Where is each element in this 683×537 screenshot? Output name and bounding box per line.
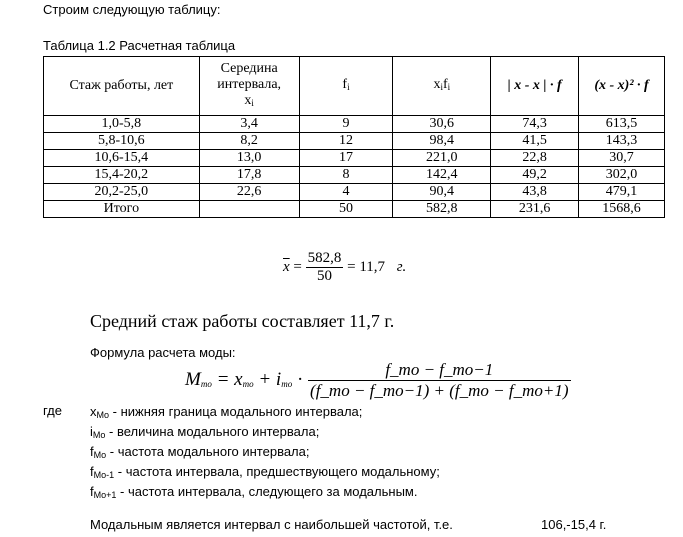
cell-total-frequency: 50 <box>299 201 393 218</box>
cell-frequency: 9 <box>299 116 393 133</box>
calculation-table <box>43 56 665 218</box>
cell-interval: 5,8-10,6 <box>44 133 200 150</box>
cell-sq-deviation: 613,5 <box>579 116 665 133</box>
mode-formula: $M_{mo} = x_{mo} + i_{mo}$ · $\frac{f\_mo - f\_mo-1}{(f\_mo - f\_mo-1) + (f\_mo - f\_mo+1)}$ <box>185 360 569 400</box>
list-item: $f_{Mo+1}$ - частота интервала, следующего за модальным. <box>90 484 418 500</box>
cell-midpoint: 8,2 <box>199 133 299 150</box>
table-row-total <box>44 201 665 218</box>
cell-xf: 98,4 <box>393 133 491 150</box>
mean-sentence: Средний стаж работы составляет 11,7 г. <box>90 311 395 331</box>
cell-total-xf: 582,8 <box>393 201 491 218</box>
table-row <box>44 133 665 150</box>
table-row <box>44 150 665 167</box>
cell-frequency: 12 <box>299 133 393 150</box>
table-row <box>44 116 665 133</box>
cell-total-empty <box>199 201 299 218</box>
list-item: $f_{Mo}$ - частота модального интервала; <box>90 444 310 460</box>
mode-formula-title: Формула расчета моды: <box>90 345 236 360</box>
cell-midpoint: 22,6 <box>199 184 299 201</box>
cell-sq-deviation: 302,0 <box>579 167 665 184</box>
list-item: $x_{Mo}$ - нижняя граница модального интервала; <box>90 404 363 420</box>
cell-total-abs-deviation: 231,6 <box>491 201 579 218</box>
header-abs-deviation: | x - x | · f <box>491 57 579 116</box>
cell-abs-deviation: 22,8 <box>491 150 579 167</box>
cell-midpoint: 17,8 <box>199 167 299 184</box>
header-xf: $x_if_i$ <box>393 57 491 116</box>
cell-xf: 142,4 <box>393 167 491 184</box>
header-sq-deviation: (x - x)² · f <box>579 57 665 116</box>
cell-total-label: Итого <box>44 201 200 218</box>
table-caption: Таблица 1.2 Расчетная таблица <box>43 38 236 53</box>
cell-interval: 15,4-20,2 <box>44 167 200 184</box>
table-row <box>44 167 665 184</box>
table-row <box>44 184 665 201</box>
header-midpoint: Середина интервала, $x_i$ <box>199 57 299 116</box>
modal-value: 106,-15,4 г. <box>541 517 607 532</box>
cell-abs-deviation: 74,3 <box>491 116 579 133</box>
cell-interval: 1,0-5,8 <box>44 116 200 133</box>
cell-xf: 221,0 <box>393 150 491 167</box>
cell-frequency: 8 <box>299 167 393 184</box>
cell-sq-deviation: 30,7 <box>579 150 665 167</box>
intro-text: Строим следующую таблицу: <box>43 2 221 17</box>
cell-midpoint: 13,0 <box>199 150 299 167</box>
header-frequency: $f_i$ <box>299 57 393 116</box>
modal-sentence: Модальным является интервал с наибольшей частотой, т.е. <box>90 517 453 532</box>
cell-abs-deviation: 43,8 <box>491 184 579 201</box>
cell-frequency: 17 <box>299 150 393 167</box>
cell-frequency: 4 <box>299 184 393 201</box>
cell-sq-deviation: 479,1 <box>579 184 665 201</box>
cell-xf: 90,4 <box>393 184 491 201</box>
header-stazh: Стаж работы, лет <box>44 57 200 116</box>
cell-xf: 30,6 <box>393 116 491 133</box>
where-label: где <box>43 403 62 418</box>
cell-total-sq-deviation: 1568,6 <box>579 201 665 218</box>
cell-interval: 10,6-15,4 <box>44 150 200 167</box>
cell-midpoint: 3,4 <box>199 116 299 133</box>
mean-formula: $\overline{x}$ = $\frac{582,8}{50}$ = 11,7 г. <box>283 250 407 284</box>
list-item: $i_{Mo}$ - величина модального интервала; <box>90 424 320 440</box>
cell-abs-deviation: 41,5 <box>491 133 579 150</box>
cell-sq-deviation: 143,3 <box>579 133 665 150</box>
cell-interval: 20,2-25,0 <box>44 184 200 201</box>
definition-list <box>90 402 440 502</box>
cell-abs-deviation: 49,2 <box>491 167 579 184</box>
list-item: $f_{Mo-1}$ - частота интервала, предшествующего модальному; <box>90 464 440 480</box>
